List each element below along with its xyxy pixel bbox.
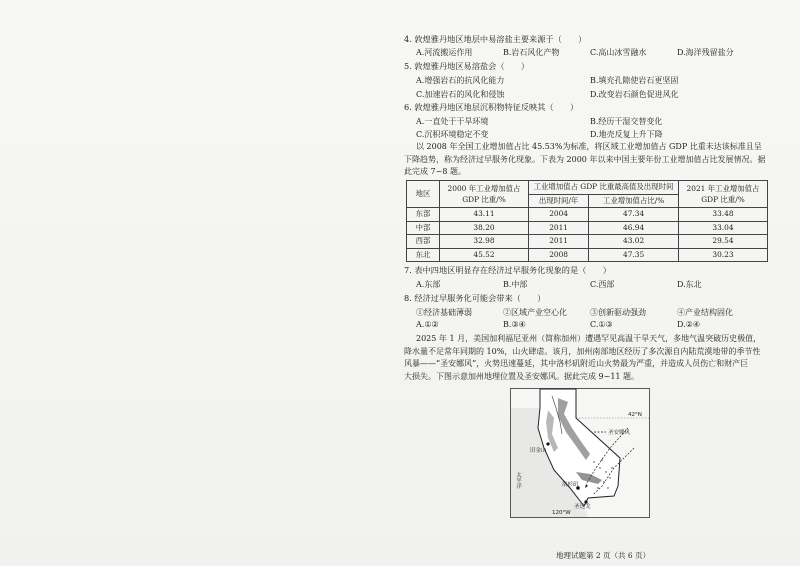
- passage-line: 2025 年 1 月，美国加利福尼亚州（简称加州）遭遇罕见高温干旱天气，多地气温突破历史极值，: [416, 334, 762, 343]
- statement-item: ③创新驱动强劲: [590, 308, 646, 317]
- table-cell: 47.34: [589, 208, 679, 222]
- table-row: [407, 221, 768, 235]
- table-header: 地区: [407, 181, 440, 208]
- question-number: 4.: [404, 34, 412, 44]
- option[interactable]: A.东部: [416, 280, 441, 289]
- option[interactable]: A.①②: [416, 320, 439, 329]
- table-cell: 33.48: [679, 208, 768, 222]
- question-5: [404, 61, 529, 72]
- table-subheader: 出现时间/年: [529, 194, 589, 208]
- passage-7-8: [404, 141, 770, 179]
- table-row: [407, 248, 768, 262]
- table-cell: 东部: [407, 208, 440, 222]
- table-cell: 47.35: [589, 248, 679, 262]
- city-label: 圣迭戈: [574, 504, 591, 510]
- city-marker: [546, 442, 549, 445]
- question-number: 5.: [404, 61, 412, 71]
- table-cell: 43.02: [589, 235, 679, 249]
- passage-line: 以 2008 年全国工业增加值占比 45.53%为标准，将区域工业增加值占 GDP 比重未达该标准且呈: [416, 142, 762, 151]
- table-cell: 2011: [529, 221, 589, 235]
- table-cell: 32.98: [440, 235, 529, 249]
- table-cell: 29.54: [679, 235, 768, 249]
- wind-label: 圣安娜风: [608, 430, 631, 436]
- option[interactable]: A.一直处于干旱环境: [416, 117, 489, 126]
- table-row: [407, 208, 768, 222]
- passage-line: 此完成 7~8 题。: [404, 167, 466, 176]
- passage-line: 下降趋势，称为经济过早服务化现象。下表为 2000 年以来中国主要年份工业增加值占比发展情况。据: [404, 154, 766, 164]
- table-cell: 43.11: [440, 208, 529, 222]
- industry-table: [406, 180, 768, 262]
- option[interactable]: D.改变岩石颜色促进风化: [590, 90, 679, 99]
- option[interactable]: A.河流搬运作用: [416, 48, 473, 57]
- passage-line: 风暴——“圣安娜风”，火势迅速蔓延，其中洛杉矶附近山火势最为严重，并造成人员伤亡和财产巨: [404, 359, 749, 368]
- option[interactable]: B.岩石风化产物: [503, 48, 560, 57]
- question-stem: 经济过早服务化可能会带来（ ）: [414, 293, 546, 303]
- table-cell: 2004: [529, 208, 589, 222]
- question-stem: 表中四地区明显存在经济过早服务化现象的是（ ）: [414, 265, 611, 275]
- page-footer: 地理试题第 2 页（共 6 页）: [556, 551, 651, 560]
- table-cell: 30.23: [679, 248, 768, 262]
- question-number: 7.: [404, 265, 412, 275]
- statement-item: ④产业结构固化: [677, 308, 733, 317]
- table-cell: 东北: [407, 248, 440, 262]
- city-label: 旧金山: [530, 448, 547, 454]
- option[interactable]: C.①③: [590, 320, 613, 329]
- table-header: 工业增加值占 GDP 比重最高值及出现时间: [529, 181, 679, 195]
- option[interactable]: B.中部: [503, 280, 528, 289]
- passage-9-11: [404, 333, 770, 383]
- table-cell: 2011: [529, 235, 589, 249]
- passage-line: 大损失。下图示意加州地理位置及圣安娜风。据此完成 9~11 题。: [404, 371, 640, 381]
- lon-label: 120°W: [552, 510, 571, 516]
- table-cell: 38.20: [440, 221, 529, 235]
- table-row: [407, 235, 768, 249]
- option[interactable]: B.经历干湿交替变化: [590, 117, 663, 126]
- table-cell: 2008: [529, 248, 589, 262]
- table-cell: 46.94: [589, 221, 679, 235]
- table-cell: 33.04: [679, 221, 768, 235]
- table-subheader: 工业增加值占比/%: [589, 194, 679, 208]
- question-number: 8.: [404, 293, 412, 303]
- lat-label: 42°N: [628, 412, 642, 418]
- city-label: 洛杉矶: [562, 482, 579, 488]
- option[interactable]: D.东北: [677, 280, 702, 289]
- table-cell: 西部: [407, 235, 440, 249]
- table-header: 2000 年工业增加值占 GDP 比重/%: [440, 181, 529, 208]
- question-number: 6.: [404, 102, 412, 112]
- option[interactable]: A.增强岩石的抗风化能力: [416, 76, 505, 85]
- option[interactable]: C.高山冰雪融水: [590, 48, 647, 57]
- option[interactable]: D.②④: [677, 320, 701, 329]
- statement-item: ②区域产业空心化: [503, 308, 567, 317]
- option[interactable]: B.③④: [503, 320, 526, 329]
- option[interactable]: C.西部: [590, 280, 615, 289]
- option[interactable]: D.地壳反复上升下降: [590, 130, 663, 139]
- question-7: [404, 265, 611, 276]
- ocean-label: 太平洋: [515, 472, 521, 489]
- question-6: [404, 102, 578, 113]
- california-map: [510, 388, 650, 518]
- table-header: 2021 年工业增加值占 GDP 比重/%: [679, 181, 768, 208]
- table-cell: 中部: [407, 221, 440, 235]
- question-stem: 敦煌雅丹地区地层中易溶盐主要来源于（ ）: [414, 34, 587, 44]
- option[interactable]: C.加速岩石的风化和侵蚀: [416, 90, 505, 99]
- passage-line: 降水量不足常年同期的 10%，山火肆虐。该月，加州南部地区经历了多次源自内陆荒漠地带的季节性: [404, 346, 761, 356]
- table-cell: 45.52: [440, 248, 529, 262]
- question-stem: 敦煌雅丹地区地层沉积物特征反映其（ ）: [414, 102, 579, 112]
- statement-item: ①经济基础薄弱: [416, 308, 472, 317]
- question-stem: 敦煌雅丹地区易溶盐会（ ）: [414, 61, 530, 71]
- option[interactable]: C.沉积环境稳定不变: [416, 130, 489, 139]
- option[interactable]: D.海洋残留盐分: [677, 48, 734, 57]
- question-4: [404, 34, 586, 45]
- option[interactable]: B.填充孔隙使岩石更坚固: [590, 76, 679, 85]
- question-8: [404, 293, 545, 304]
